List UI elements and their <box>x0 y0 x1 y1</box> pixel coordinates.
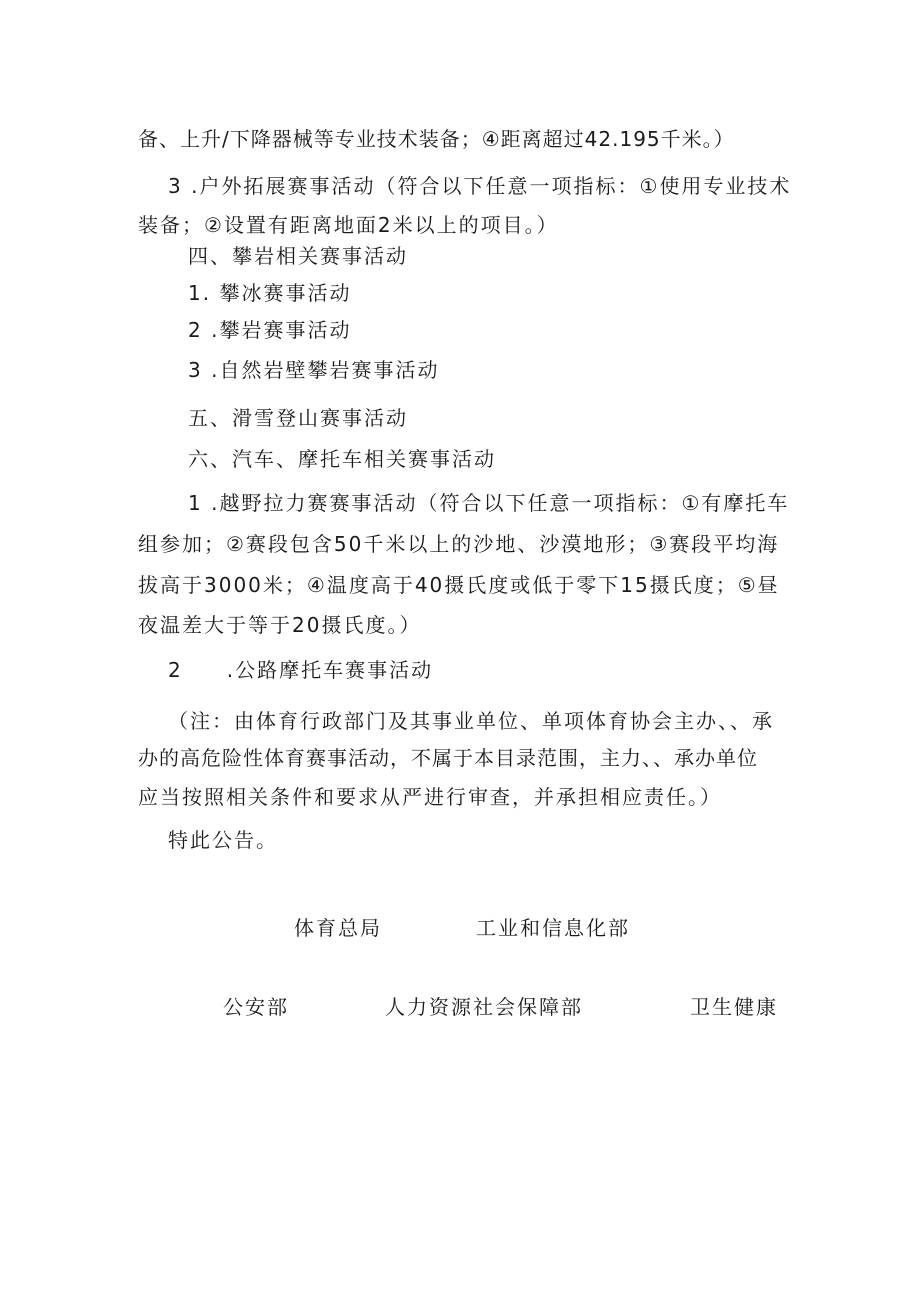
text-line: 组参加；②赛段包含50千米以上的沙地、沙漠地形；③赛段平均海 <box>138 532 780 556</box>
list-item-3: 3 .户外拓展赛事活动（符合以下任意一项指标：①使用专业技术 <box>168 174 792 198</box>
signatory-public-security: 公安部 <box>223 995 289 1019</box>
signatory-miit: 工业和信息化部 <box>476 916 630 940</box>
closing-line: 特此公告。 <box>168 828 278 852</box>
note-line: 办的高危险性体育赛事活动，不属于本目录范围，主力、、承办单位 <box>138 746 758 770</box>
signatory-hr: 人力资源社会保障部 <box>385 995 583 1019</box>
note-line: （注：由体育行政部门及其事业单位、单项体育协会主办、、承 <box>168 709 774 733</box>
text-line: 备、上升/下降器械等专业技术装备；④距离超过42.195千米。） <box>138 127 735 151</box>
list-item-1: 1. 攀冰赛事活动 <box>188 281 352 305</box>
text-line: 夜温差大于等于20摄氏度。） <box>138 613 422 637</box>
list-item-2: 2 .公路摩托车赛事活动 <box>168 658 434 682</box>
text-line: 装备；②设置有距离地面2米以上的项目。） <box>138 213 559 237</box>
section-heading-6: 六、汽车、摩托车相关赛事活动 <box>188 447 496 471</box>
signatory-health: 卫生健康 <box>690 995 778 1019</box>
note-line: 应当按照相关条件和要求从严进行审查，并承担相应责任。） <box>138 785 722 809</box>
signatory-sports: 体育总局 <box>294 916 382 940</box>
section-heading-4: 四、攀岩相关赛事活动 <box>188 244 408 268</box>
text-line: 拔高于3000米；④温度高于40摄氏度或低于零下15摄氏度；⑤昼 <box>138 573 780 597</box>
section-heading-5: 五、滑雪登山赛事活动 <box>188 406 408 430</box>
list-item-3: 3 .自然岩壁攀岩赛事活动 <box>188 358 440 382</box>
list-item-1: 1 .越野拉力赛赛事活动（符合以下任意一项指标：①有摩托车 <box>188 491 790 515</box>
list-item-2: 2 .攀岩赛事活动 <box>188 318 352 342</box>
